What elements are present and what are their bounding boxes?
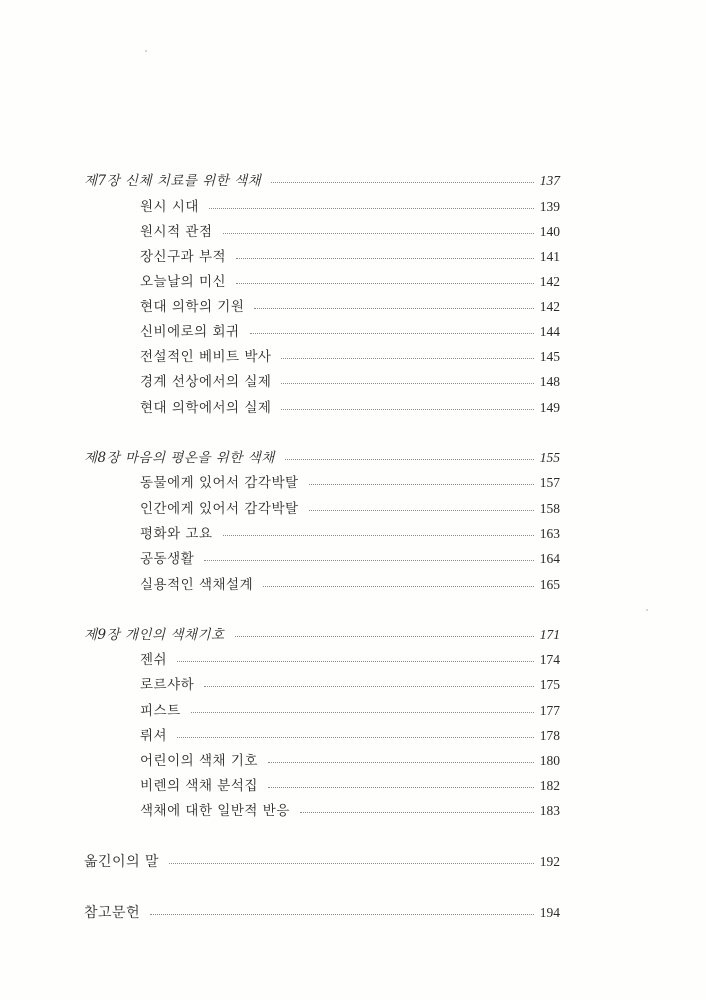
entry-title: 전설적인 베비트 박사 bbox=[140, 349, 272, 365]
entry-title: 인간에게 있어서 감각박탈 bbox=[140, 501, 299, 517]
page-number: 165 bbox=[539, 577, 560, 592]
dot-leader bbox=[177, 660, 534, 662]
page-number: 140 bbox=[539, 224, 560, 239]
page-number: 142 bbox=[539, 299, 560, 314]
entry-title: 동물에게 있어서 감각박탈 bbox=[140, 475, 299, 491]
dot-leader bbox=[204, 685, 534, 687]
page-number: 183 bbox=[539, 803, 560, 818]
entry-title: 젠쉬 bbox=[140, 652, 168, 668]
toc-entry[interactable] bbox=[140, 749, 560, 773]
entry-title: 원시적 관점 bbox=[140, 224, 213, 240]
toc-appendix-translator-note[interactable] bbox=[84, 850, 560, 874]
dot-leader bbox=[235, 635, 534, 637]
toc-entry[interactable] bbox=[140, 648, 560, 672]
page-number: 137 bbox=[539, 173, 560, 188]
entry-title: 현대 의학에서의 실제 bbox=[140, 400, 272, 416]
page-number: 141 bbox=[539, 249, 560, 264]
chapter-title: 제8장 마음의 평온을 위한 색채 bbox=[84, 450, 275, 466]
page-number: 194 bbox=[539, 905, 560, 920]
page-number: 144 bbox=[539, 324, 560, 339]
toc-entry[interactable] bbox=[140, 799, 560, 823]
toc-chapter-9[interactable] bbox=[84, 623, 560, 647]
page-number: 177 bbox=[539, 703, 560, 718]
toc-entry[interactable] bbox=[140, 573, 560, 597]
toc-entry[interactable] bbox=[140, 774, 560, 798]
page-number: 145 bbox=[539, 349, 560, 364]
page-number: 142 bbox=[539, 274, 560, 289]
entry-title: 경계 선상에서의 실제 bbox=[140, 374, 272, 390]
dot-leader bbox=[254, 307, 534, 309]
page-number: 163 bbox=[539, 526, 560, 541]
dot-leader bbox=[209, 207, 534, 209]
dot-leader bbox=[281, 357, 534, 359]
dot-leader bbox=[177, 736, 534, 738]
toc-entry[interactable] bbox=[140, 345, 560, 369]
dot-leader bbox=[250, 332, 534, 334]
toc-entry[interactable] bbox=[140, 195, 560, 219]
toc-entry[interactable] bbox=[140, 724, 560, 748]
entry-title: 평화와 고요 bbox=[140, 526, 213, 542]
entry-title: 색채에 대한 일반적 반응 bbox=[140, 803, 290, 819]
dot-leader bbox=[263, 585, 534, 587]
page-number: 139 bbox=[539, 199, 560, 214]
entry-title: 어린이의 색채 기호 bbox=[140, 753, 258, 769]
dot-leader bbox=[271, 181, 534, 183]
toc-entry[interactable] bbox=[140, 396, 560, 420]
toc-entry[interactable] bbox=[140, 673, 560, 697]
entry-title: 실용적인 색채설계 bbox=[140, 577, 254, 593]
toc-chapter-7[interactable] bbox=[84, 169, 560, 193]
dot-leader bbox=[268, 786, 534, 788]
entry-title: 오늘날의 미신 bbox=[140, 274, 227, 290]
chapter-title: 제7장 신체 치료를 위한 색채 bbox=[84, 173, 262, 189]
page-number: 157 bbox=[539, 475, 560, 490]
dot-leader bbox=[223, 232, 535, 234]
toc-entry[interactable] bbox=[140, 547, 560, 571]
dot-leader bbox=[300, 811, 534, 813]
page-number: 180 bbox=[539, 753, 560, 768]
toc-entry[interactable] bbox=[140, 245, 560, 269]
toc-entry[interactable] bbox=[140, 471, 560, 495]
dot-leader bbox=[236, 257, 534, 259]
toc-entry[interactable] bbox=[140, 220, 560, 244]
dot-leader bbox=[309, 483, 534, 485]
page-number: 149 bbox=[539, 400, 560, 415]
paper-speck bbox=[145, 50, 147, 52]
toc-appendix-references[interactable] bbox=[84, 901, 560, 925]
dot-leader bbox=[281, 408, 534, 410]
chapter-title: 제9장 개인의 색채기호 bbox=[84, 627, 225, 643]
dot-leader bbox=[309, 509, 534, 511]
entry-title: 뤼셔 bbox=[140, 728, 168, 744]
dot-leader bbox=[223, 534, 535, 536]
entry-title: 공동생활 bbox=[140, 551, 195, 567]
entry-title: 장신구과 부적 bbox=[140, 249, 227, 265]
toc-entry[interactable] bbox=[140, 699, 560, 723]
entry-title: 현대 의학의 기원 bbox=[140, 299, 245, 315]
paper-speck bbox=[646, 609, 648, 611]
toc-entry[interactable] bbox=[140, 295, 560, 319]
page-number: 174 bbox=[539, 652, 560, 667]
dot-leader bbox=[191, 711, 534, 713]
entry-title: 비렌의 색채 분석집 bbox=[140, 778, 258, 794]
dot-leader bbox=[285, 458, 534, 460]
dot-leader bbox=[204, 559, 534, 561]
page-number: 178 bbox=[539, 728, 560, 743]
page-number: 175 bbox=[539, 677, 560, 692]
page-number: 164 bbox=[539, 551, 560, 566]
toc-chapter-8[interactable] bbox=[84, 446, 560, 470]
dot-leader bbox=[281, 382, 534, 384]
dot-leader bbox=[268, 761, 534, 763]
toc-entry[interactable] bbox=[140, 497, 560, 521]
toc-entry[interactable] bbox=[140, 270, 560, 294]
page-number: 171 bbox=[539, 627, 560, 642]
entry-title: 로르샤하 bbox=[140, 677, 195, 693]
entry-title: 원시 시대 bbox=[140, 199, 199, 215]
dot-leader bbox=[150, 913, 534, 915]
page-number: 158 bbox=[539, 501, 560, 516]
dot-leader bbox=[169, 862, 534, 864]
page-number: 148 bbox=[539, 374, 560, 389]
toc-entry[interactable] bbox=[140, 370, 560, 394]
page-number: 155 bbox=[539, 450, 560, 465]
page-number: 182 bbox=[539, 778, 560, 793]
dot-leader bbox=[236, 282, 534, 284]
toc-entry[interactable] bbox=[140, 320, 560, 344]
entry-title: 피스트 bbox=[140, 703, 181, 719]
page-number: 192 bbox=[539, 854, 560, 869]
appendix-title: 옮긴이의 말 bbox=[84, 854, 160, 870]
toc-entry[interactable] bbox=[140, 522, 560, 546]
entry-title: 신비에로의 회귀 bbox=[140, 324, 240, 340]
appendix-title: 참고문헌 bbox=[84, 905, 141, 921]
